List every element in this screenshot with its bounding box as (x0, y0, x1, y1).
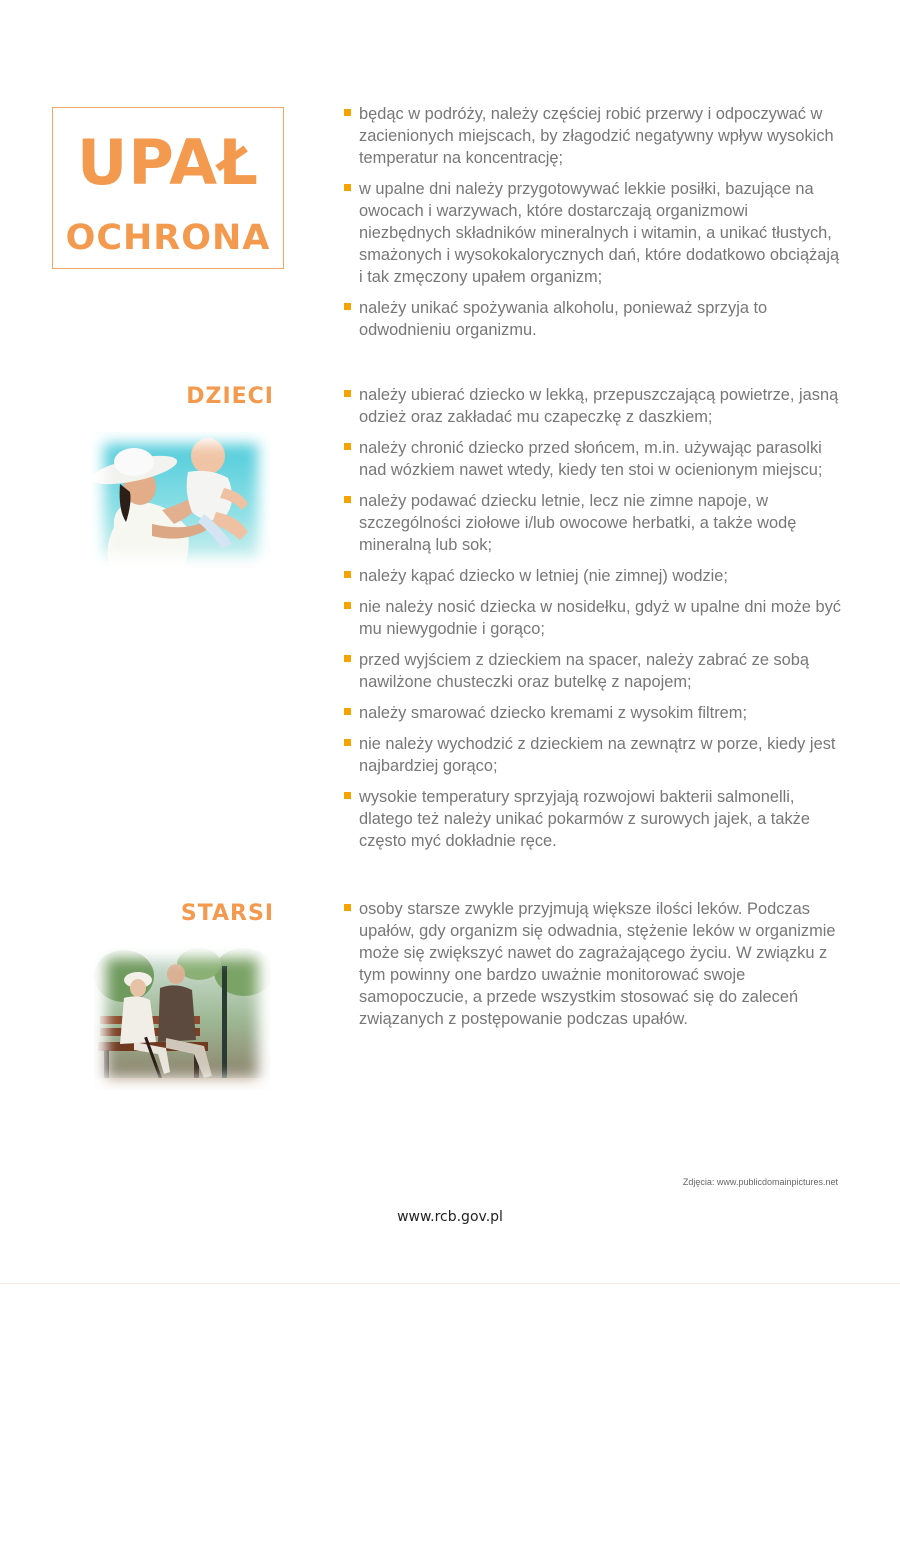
page-title: UPAŁ (77, 126, 259, 199)
footer-divider (0, 1283, 900, 1284)
list-item (344, 596, 844, 640)
bullet-square-icon (344, 739, 351, 746)
list-item-text: należy kąpać dziecko w letniej (nie zimnej) wodzie; (359, 567, 728, 585)
list-item (344, 898, 844, 1030)
bullet-square-icon (344, 184, 351, 191)
list-item (344, 384, 844, 428)
list-item-text: należy smarować dziecko kremami z wysokim filtrem; (359, 704, 747, 722)
list-item (344, 437, 844, 481)
list-item (344, 702, 844, 724)
list-item-text: należy unikać spożywania alkoholu, ponieważ sprzyja to odwodnieniu organizmu. (359, 299, 768, 339)
list-item (344, 786, 844, 852)
bullet-square-icon (344, 390, 351, 397)
list-item-text: osoby starsze zwykle przyjmują większe ilości leków. Podczas upałów, gdy organizm się odwadnia, stężenie leków w organizmie może się zwiększyć nawet do zagrażającego życiu. W związku z tym powinny one bardzo uważnie monitorować swoje samopoczucie, a przede wszystkim stosować się do zaleceń związanych z postępowanie podczas upałów. (359, 900, 836, 1028)
bullet-square-icon (344, 602, 351, 609)
bullet-square-icon (344, 904, 351, 911)
mother-baby-photo (92, 432, 270, 569)
list-item-text: w upalne dni należy przygotowywać lekkie posiłki, bazujące na owocach i warzywach, które dostarczają organizmowi niezbędnych składników mineralnych i witamin, a unikać tłustych, smażonych i wysokokalorycznych dań, które dodatkowo obciążają i tak zmęczony upałem organizm; (359, 180, 840, 286)
page-subtitle: OCHRONA (65, 218, 271, 258)
bullet-square-icon (344, 655, 351, 662)
section-heading-dzieci: DZIECI (186, 384, 274, 409)
starsi-list (344, 898, 844, 1039)
bullet-square-icon (344, 109, 351, 116)
list-item (344, 297, 844, 341)
elderly-couple-photo (94, 946, 270, 1090)
list-item-text: należy chronić dziecko przed słońcem, m.in. używając parasolki nad wózkiem nawet wtedy, kiedy ten stoi w ocienionym miejscu; (359, 439, 823, 479)
dzieci-list (344, 384, 844, 861)
bullet-square-icon (344, 708, 351, 715)
list-item (344, 490, 844, 556)
list-item-text: nie należy nosić dziecka w nosidełku, gdyż w upalne dni może być mu niewygodnie i gorąco; (359, 598, 841, 638)
bullet-square-icon (344, 303, 351, 310)
list-item-text: wysokie temperatury sprzyjają rozwojowi bakterii salmonelli, dlatego też należy unikać pokarmów z surowych jajek, a także często myć dokładnie ręce. (359, 788, 810, 850)
list-item (344, 733, 844, 777)
general-list (344, 103, 844, 350)
bullet-square-icon (344, 792, 351, 799)
site-link[interactable]: www.rcb.gov.pl (397, 1209, 503, 1225)
bullet-square-icon (344, 571, 351, 578)
title-box (52, 107, 284, 269)
section-heading-starsi: STARSI (180, 901, 274, 926)
list-item-text: przed wyjściem z dzieckiem na spacer, należy zabrać ze sobą nawilżone chusteczki oraz butelkę z napojem; (359, 651, 810, 691)
photo-credit: Zdjęcia: www.publicdomainpictures.net (682, 1177, 838, 1187)
bullet-square-icon (344, 443, 351, 450)
list-item-text: należy podawać dziecku letnie, lecz nie zimne napoje, w szczególności ziołowe i/lub owocowe herbatki, a także wodę mineralną lub sok; (359, 492, 797, 554)
list-item (344, 103, 844, 169)
list-item (344, 178, 844, 288)
list-item-text: należy ubierać dziecko w lekką, przepuszczającą powietrze, jasną odzież oraz zakładać mu czapeczkę z daszkiem; (359, 386, 839, 426)
bullet-square-icon (344, 496, 351, 503)
list-item-text: nie należy wychodzić z dzieckiem na zewnątrz w porze, kiedy jest najbardziej gorąco; (359, 735, 836, 775)
list-item (344, 565, 844, 587)
list-item-text: będąc w podróży, należy częściej robić przerwy i odpoczywać w zacienionych miejscach, by złagodzić negatywny wpływ wysokich temperatur na koncentrację; (359, 105, 834, 167)
list-item (344, 649, 844, 693)
